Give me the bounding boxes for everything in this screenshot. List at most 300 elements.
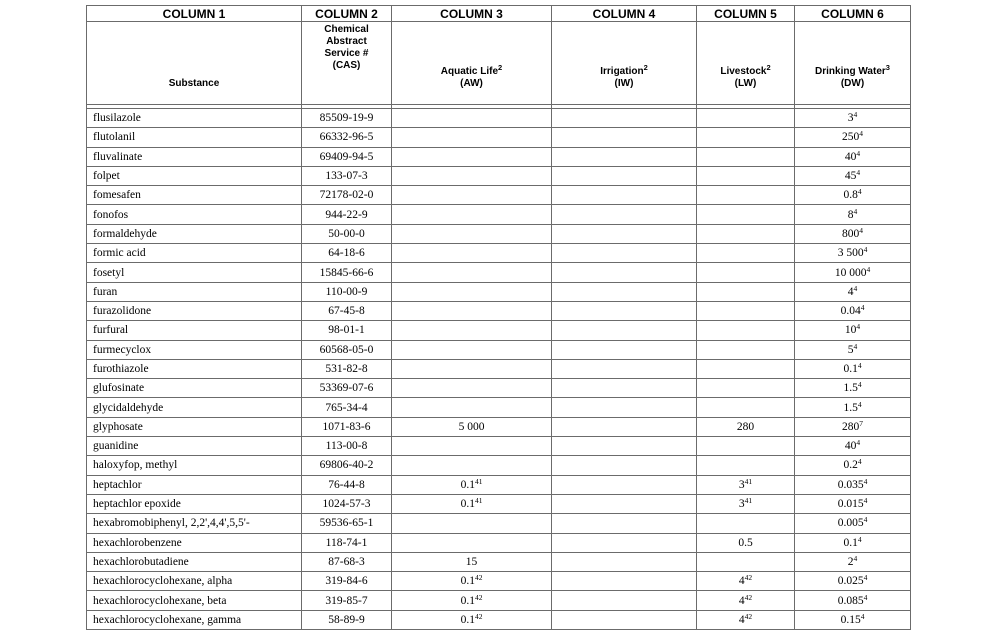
irrigation-cell bbox=[552, 340, 697, 359]
drinking-water-cell bbox=[795, 205, 911, 224]
livestock-cell bbox=[697, 437, 795, 456]
cas-number: 944-22-9 bbox=[325, 208, 368, 221]
table-row bbox=[87, 359, 911, 378]
drinking-water-footnote: 4 bbox=[853, 206, 858, 216]
drinking-water-footnote: 4 bbox=[857, 187, 862, 197]
irrigation-cell bbox=[552, 552, 697, 571]
substance-cell bbox=[87, 437, 302, 456]
livestock-value: 4 bbox=[738, 594, 745, 607]
aquatic-life-cell bbox=[392, 398, 552, 417]
cas-number: 113-00-8 bbox=[325, 440, 368, 453]
drinking-water-footnote: 4 bbox=[857, 361, 862, 370]
substance-name: furmecyclox bbox=[93, 343, 152, 356]
aquatic-life-value: 0.1 bbox=[460, 613, 475, 626]
table-row bbox=[87, 109, 911, 128]
drinking-water-footnote: 4 bbox=[856, 148, 861, 158]
cas-number: 118-74-1 bbox=[325, 536, 368, 549]
aquatic-life-cell bbox=[392, 437, 552, 456]
cas-number: 85509-19-9 bbox=[319, 112, 374, 125]
drinking-water-cell bbox=[795, 552, 911, 571]
substance-cell bbox=[87, 244, 302, 263]
drinking-water-footnote: 4 bbox=[853, 341, 858, 351]
livestock-cell bbox=[697, 572, 795, 591]
aquatic-life-note: 2 bbox=[498, 63, 503, 72]
livestock-cell bbox=[697, 109, 795, 128]
drinking-water-value: 3 bbox=[847, 112, 854, 125]
irrigation-abbr: (IW) bbox=[614, 78, 634, 89]
irrigation-cell bbox=[552, 109, 697, 128]
substance-name: hexachlorocyclohexane, beta bbox=[93, 594, 227, 607]
aquatic-life-footnote: 42 bbox=[474, 573, 483, 583]
cas-number: 319-85-7 bbox=[325, 594, 368, 607]
drinking-water-footnote: 4 bbox=[857, 457, 862, 467]
drinking-water-cell bbox=[795, 379, 911, 398]
drinking-water-footnote: 4 bbox=[859, 225, 863, 235]
irrigation-cell bbox=[552, 147, 697, 166]
cas-number: 66332-96-5 bbox=[319, 131, 374, 144]
irrigation-cell bbox=[552, 224, 697, 243]
substance-name: guanidine bbox=[93, 440, 139, 453]
table-row bbox=[87, 475, 911, 494]
livestock-note: 2 bbox=[766, 63, 771, 72]
livestock-cell bbox=[697, 456, 795, 475]
drinking-water-header bbox=[795, 22, 911, 105]
substance-name: fosetyl bbox=[93, 266, 125, 279]
drinking-water-cell bbox=[795, 610, 911, 629]
livestock-cell bbox=[697, 610, 795, 629]
irrigation-cell bbox=[552, 282, 697, 301]
drinking-water-value: 1.5 bbox=[843, 382, 858, 395]
livestock-cell bbox=[697, 475, 795, 494]
drinking-water-cell bbox=[795, 301, 911, 320]
drinking-water-value: 40 bbox=[844, 150, 857, 163]
substance-name: folpet bbox=[93, 170, 120, 183]
livestock-cell bbox=[697, 379, 795, 398]
irrigation-cell bbox=[552, 379, 697, 398]
cas-cell bbox=[302, 437, 392, 456]
table-row bbox=[87, 186, 911, 205]
table-row bbox=[87, 224, 911, 243]
livestock-cell bbox=[697, 263, 795, 282]
drinking-water-value: 2 bbox=[847, 555, 854, 568]
cas-cell bbox=[302, 456, 392, 475]
drinking-water-value: 280 bbox=[842, 420, 860, 433]
cas-number: 133-07-3 bbox=[325, 170, 368, 183]
aquatic-life-cell bbox=[392, 572, 552, 591]
cas-number: 59536-65-1 bbox=[319, 517, 374, 530]
aquatic-life-cell bbox=[392, 417, 552, 436]
aquatic-life-cell bbox=[392, 147, 552, 166]
cas-cell bbox=[302, 610, 392, 629]
drinking-water-value: 5 bbox=[847, 343, 854, 356]
table-row bbox=[87, 379, 911, 398]
aquatic-life-footnote: 42 bbox=[474, 611, 483, 621]
table-row bbox=[87, 321, 911, 340]
livestock-value: 3 bbox=[738, 498, 745, 511]
table-row bbox=[87, 147, 911, 166]
table-row bbox=[87, 244, 911, 263]
substance-name: formaldehyde bbox=[93, 227, 157, 240]
cas-number: 67-45-8 bbox=[328, 305, 365, 318]
livestock-footnote: 42 bbox=[744, 611, 753, 621]
livestock-cell bbox=[697, 282, 795, 301]
irrigation-cell bbox=[552, 244, 697, 263]
irrigation-cell bbox=[552, 263, 697, 282]
table-row bbox=[87, 205, 911, 224]
cas-cell bbox=[302, 475, 392, 494]
livestock-cell bbox=[697, 359, 795, 378]
substance-cell bbox=[87, 109, 302, 128]
table-row bbox=[87, 552, 911, 571]
aquatic-life-cell bbox=[392, 186, 552, 205]
drinking-water-footnote: 4 bbox=[856, 438, 861, 448]
table-row bbox=[87, 263, 911, 282]
cas-cell bbox=[302, 263, 392, 282]
irrigation-label: Irrigation bbox=[600, 66, 644, 77]
irrigation-cell bbox=[552, 475, 697, 494]
water-quality-guideline-table bbox=[86, 5, 911, 630]
drinking-water-cell bbox=[795, 321, 911, 340]
irrigation-cell bbox=[552, 359, 697, 378]
aquatic-life-value: 0.1 bbox=[460, 575, 475, 588]
drinking-water-cell bbox=[795, 244, 911, 263]
drinking-water-footnote: 4 bbox=[856, 168, 861, 178]
drinking-water-cell bbox=[795, 263, 911, 282]
livestock-cell bbox=[697, 128, 795, 147]
substance-name: formic acid bbox=[93, 247, 146, 260]
drinking-water-note: 3 bbox=[885, 63, 890, 72]
substance-cell bbox=[87, 359, 302, 378]
cas-number: 110-00-9 bbox=[325, 285, 368, 298]
drinking-water-footnote: 4 bbox=[863, 245, 868, 255]
cas-cell bbox=[302, 301, 392, 320]
drinking-water-cell bbox=[795, 282, 911, 301]
substance-cell bbox=[87, 514, 302, 533]
livestock-cell bbox=[697, 417, 795, 436]
cas-cell bbox=[302, 321, 392, 340]
drinking-water-cell bbox=[795, 533, 911, 552]
irrigation-cell bbox=[552, 205, 697, 224]
cas-number: 53369-07-6 bbox=[319, 382, 374, 395]
substance-name: haloxyfop, methyl bbox=[93, 459, 178, 472]
drinking-water-abbr: (DW) bbox=[840, 78, 865, 89]
aquatic-life-abbr: (AW) bbox=[460, 78, 483, 89]
drinking-water-value: 0.15 bbox=[840, 613, 861, 626]
livestock-cell bbox=[697, 514, 795, 533]
table-row bbox=[87, 610, 911, 629]
irrigation-note: 2 bbox=[643, 63, 648, 72]
drinking-water-value: 8 bbox=[847, 208, 854, 221]
drinking-water-cell bbox=[795, 359, 911, 378]
substance-name: flusilazole bbox=[93, 112, 141, 125]
drinking-water-value: 10 bbox=[844, 324, 857, 337]
cas-cell bbox=[302, 147, 392, 166]
cas-number: 60568-05-0 bbox=[319, 343, 374, 356]
irrigation-cell bbox=[552, 572, 697, 591]
aquatic-life-footnote: 41 bbox=[474, 476, 483, 486]
substance-cell bbox=[87, 417, 302, 436]
drinking-water-value: 0.8 bbox=[843, 189, 858, 202]
table-row bbox=[87, 456, 911, 475]
table-row bbox=[87, 128, 911, 147]
aquatic-life-cell bbox=[392, 591, 552, 610]
aquatic-life-cell bbox=[392, 263, 552, 282]
substance-name: furazolidone bbox=[93, 305, 152, 318]
substance-name: glufosinate bbox=[93, 382, 145, 395]
substance-header-label: Substance bbox=[168, 78, 220, 89]
livestock-cell bbox=[697, 205, 795, 224]
drinking-water-footnote: 4 bbox=[857, 534, 862, 544]
drinking-water-footnote: 7 bbox=[859, 418, 863, 428]
drinking-water-cell bbox=[795, 186, 911, 205]
substance-cell bbox=[87, 456, 302, 475]
aquatic-life-cell bbox=[392, 379, 552, 398]
livestock-cell bbox=[697, 552, 795, 571]
cas-cell bbox=[302, 552, 392, 571]
aquatic-life-cell bbox=[392, 205, 552, 224]
irrigation-cell bbox=[552, 591, 697, 610]
substance-cell bbox=[87, 572, 302, 591]
substance-name: flutolanil bbox=[93, 131, 136, 144]
substance-name: hexabromobiphenyl, 2,2',4,4',5,5'- bbox=[93, 517, 250, 530]
cas-cell bbox=[302, 572, 392, 591]
substance-cell bbox=[87, 263, 302, 282]
substance-cell bbox=[87, 166, 302, 185]
cas-number: 76-44-8 bbox=[328, 478, 365, 491]
drinking-water-cell bbox=[795, 340, 911, 359]
column-number-row bbox=[87, 6, 911, 22]
irrigation-cell bbox=[552, 398, 697, 417]
table-row bbox=[87, 494, 911, 513]
livestock-cell bbox=[697, 340, 795, 359]
aquatic-life-cell bbox=[392, 340, 552, 359]
livestock-cell bbox=[697, 301, 795, 320]
cas-cell bbox=[302, 591, 392, 610]
cas-cell bbox=[302, 128, 392, 147]
column-number: COLUMN 2 bbox=[302, 6, 392, 22]
drinking-water-footnote: 4 bbox=[866, 264, 871, 274]
livestock-cell bbox=[697, 147, 795, 166]
aquatic-life-cell bbox=[392, 109, 552, 128]
substance-cell bbox=[87, 321, 302, 340]
cas-cell bbox=[302, 417, 392, 436]
aquatic-life-cell bbox=[392, 610, 552, 629]
drinking-water-cell bbox=[795, 494, 911, 513]
drinking-water-cell bbox=[795, 224, 911, 243]
irrigation-cell bbox=[552, 494, 697, 513]
drinking-water-cell bbox=[795, 128, 911, 147]
cas-cell bbox=[302, 533, 392, 552]
cas-number: 87-68-3 bbox=[328, 555, 365, 568]
substance-cell bbox=[87, 398, 302, 417]
cas-header-line: Chemical bbox=[324, 24, 369, 35]
irrigation-cell bbox=[552, 417, 697, 436]
cas-number: 15845-66-6 bbox=[319, 266, 374, 279]
aquatic-life-value: 15 bbox=[465, 555, 478, 568]
livestock-cell bbox=[697, 186, 795, 205]
drinking-water-cell bbox=[795, 591, 911, 610]
drinking-water-value: 4 bbox=[847, 285, 854, 298]
cas-header-line: Service # bbox=[324, 48, 369, 59]
drinking-water-value: 1.5 bbox=[843, 401, 858, 414]
livestock-footnote: 41 bbox=[744, 476, 753, 486]
substance-cell bbox=[87, 379, 302, 398]
substance-name: furothiazole bbox=[93, 363, 149, 375]
drinking-water-value: 0.1 bbox=[843, 363, 858, 375]
substance-name: furan bbox=[93, 285, 118, 298]
drinking-water-footnote: 4 bbox=[856, 322, 861, 332]
table-row bbox=[87, 417, 911, 436]
drinking-water-cell bbox=[795, 166, 911, 185]
aquatic-life-cell bbox=[392, 456, 552, 475]
substance-name: glycidaldehyde bbox=[93, 401, 164, 414]
aquatic-life-cell bbox=[392, 166, 552, 185]
drinking-water-cell bbox=[795, 417, 911, 436]
aquatic-life-cell bbox=[392, 475, 552, 494]
substance-name: heptachlor epoxide bbox=[93, 498, 181, 511]
column-number: COLUMN 5 bbox=[697, 6, 795, 22]
table-row bbox=[87, 340, 911, 359]
irrigation-cell bbox=[552, 186, 697, 205]
cas-cell bbox=[302, 109, 392, 128]
drinking-water-footnote: 4 bbox=[853, 110, 858, 120]
substance-cell bbox=[87, 533, 302, 552]
drinking-water-footnote: 4 bbox=[863, 515, 868, 525]
substance-cell bbox=[87, 147, 302, 166]
drinking-water-value: 800 bbox=[842, 227, 860, 240]
irrigation-cell bbox=[552, 456, 697, 475]
irrigation-cell bbox=[552, 301, 697, 320]
column-number: COLUMN 4 bbox=[552, 6, 697, 22]
livestock-footnote: 42 bbox=[744, 573, 753, 583]
drinking-water-value: 0.015 bbox=[837, 498, 864, 511]
table-row bbox=[87, 514, 911, 533]
drinking-water-footnote: 4 bbox=[853, 553, 858, 563]
cas-header-line: (CAS) bbox=[332, 60, 361, 71]
table-row bbox=[87, 533, 911, 552]
aquatic-life-cell bbox=[392, 244, 552, 263]
drinking-water-cell bbox=[795, 437, 911, 456]
aquatic-life-value: 0.1 bbox=[460, 478, 475, 491]
drinking-water-footnote: 4 bbox=[863, 476, 868, 486]
drinking-water-footnote: 4 bbox=[860, 303, 865, 313]
drinking-water-label: Drinking Water bbox=[815, 66, 886, 77]
cas-cell bbox=[302, 379, 392, 398]
table-row bbox=[87, 437, 911, 456]
substance-name: hexachlorocyclohexane, gamma bbox=[93, 613, 242, 626]
column-header-row bbox=[87, 22, 911, 105]
substance-cell bbox=[87, 552, 302, 571]
irrigation-header bbox=[552, 22, 697, 105]
drinking-water-footnote: 4 bbox=[859, 129, 863, 139]
drinking-water-value: 0.04 bbox=[840, 305, 861, 318]
cas-cell bbox=[302, 186, 392, 205]
livestock-footnote: 41 bbox=[744, 496, 753, 506]
livestock-cell bbox=[697, 224, 795, 243]
livestock-cell bbox=[697, 321, 795, 340]
livestock-cell bbox=[697, 591, 795, 610]
cas-cell bbox=[302, 205, 392, 224]
substance-name: hexachlorocyclohexane, alpha bbox=[93, 575, 233, 588]
livestock-footnote: 42 bbox=[744, 592, 753, 602]
irrigation-cell bbox=[552, 128, 697, 147]
drinking-water-cell bbox=[795, 572, 911, 591]
table-row bbox=[87, 282, 911, 301]
cas-number: 69806-40-2 bbox=[319, 459, 374, 472]
substance-cell bbox=[87, 282, 302, 301]
aquatic-life-cell bbox=[392, 224, 552, 243]
substance-name: glyphosate bbox=[93, 420, 143, 433]
cas-cell bbox=[302, 244, 392, 263]
substance-cell bbox=[87, 340, 302, 359]
table-row bbox=[87, 398, 911, 417]
livestock-cell bbox=[697, 166, 795, 185]
livestock-cell bbox=[697, 494, 795, 513]
drinking-water-cell bbox=[795, 109, 911, 128]
substance-name: fluvalinate bbox=[93, 150, 143, 163]
aquatic-life-value: 5 000 bbox=[458, 420, 485, 433]
cas-cell bbox=[302, 398, 392, 417]
aquatic-life-value: 0.1 bbox=[460, 594, 475, 607]
drinking-water-value: 250 bbox=[842, 131, 860, 144]
cas-number: 1024-57-3 bbox=[322, 498, 371, 511]
drinking-water-value: 0.005 bbox=[837, 517, 864, 530]
cas-number: 98-01-1 bbox=[328, 324, 365, 337]
aquatic-life-footnote: 42 bbox=[474, 592, 483, 602]
substance-name: fomesafen bbox=[93, 189, 141, 202]
livestock-cell bbox=[697, 244, 795, 263]
irrigation-cell bbox=[552, 610, 697, 629]
drinking-water-value: 40 bbox=[844, 440, 857, 453]
aquatic-life-cell bbox=[392, 282, 552, 301]
drinking-water-value: 45 bbox=[844, 170, 857, 183]
irrigation-cell bbox=[552, 437, 697, 456]
substance-cell bbox=[87, 205, 302, 224]
livestock-value: 280 bbox=[736, 420, 755, 433]
livestock-abbr: (LW) bbox=[734, 78, 757, 89]
drinking-water-footnote: 4 bbox=[863, 496, 868, 506]
drinking-water-footnote: 4 bbox=[853, 283, 858, 293]
aquatic-life-cell bbox=[392, 552, 552, 571]
aquatic-life-header bbox=[392, 22, 552, 105]
irrigation-cell bbox=[552, 166, 697, 185]
cas-number: 69409-94-5 bbox=[319, 150, 374, 163]
drinking-water-footnote: 4 bbox=[857, 399, 862, 409]
drinking-water-footnote: 4 bbox=[857, 380, 862, 390]
aquatic-life-cell bbox=[392, 128, 552, 147]
table-body bbox=[87, 109, 911, 630]
cas-number: 72178-02-0 bbox=[319, 189, 374, 202]
livestock-value: 3 bbox=[738, 478, 745, 491]
drinking-water-value: 10 000 bbox=[834, 266, 867, 279]
aquatic-life-cell bbox=[392, 494, 552, 513]
substance-name: fonofos bbox=[93, 208, 129, 221]
aquatic-life-cell bbox=[392, 514, 552, 533]
substance-name: hexachlorobutadiene bbox=[93, 555, 189, 568]
aquatic-life-footnote: 41 bbox=[474, 496, 483, 506]
table-row bbox=[87, 572, 911, 591]
drinking-water-cell bbox=[795, 147, 911, 166]
cas-number: 765-34-4 bbox=[325, 401, 368, 414]
cas-header bbox=[302, 22, 392, 105]
cas-number: 319-84-6 bbox=[325, 575, 368, 588]
cas-number: 531-82-8 bbox=[325, 363, 368, 375]
column-number: COLUMN 1 bbox=[87, 6, 302, 22]
cas-cell bbox=[302, 359, 392, 378]
drinking-water-footnote: 4 bbox=[863, 573, 868, 583]
livestock-value: 4 bbox=[738, 575, 745, 588]
table-row bbox=[87, 301, 911, 320]
